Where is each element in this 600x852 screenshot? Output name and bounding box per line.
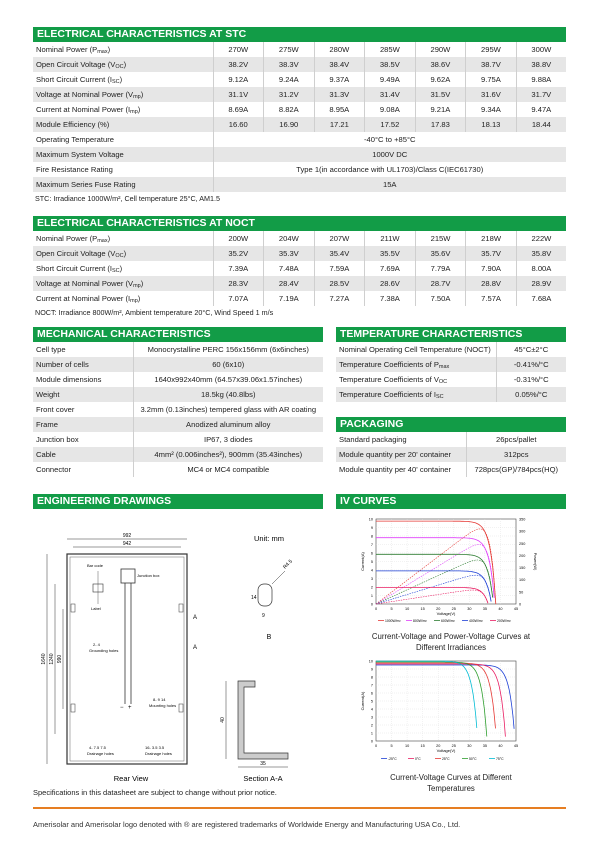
row-value: 275W [264, 42, 315, 57]
y-tick-label: 3 [370, 577, 373, 581]
table-row [33, 372, 323, 387]
dim-992: 992 [122, 533, 132, 539]
mounting-holes-label: Mounting holes [149, 703, 177, 708]
row-label: Number of cells [33, 357, 133, 372]
table-row [33, 117, 566, 132]
drainage-left-count: 4- 7.5 7.5 [89, 745, 106, 750]
row-value: 7.57A [466, 291, 517, 306]
row-label: Module quantity per 40' container [336, 462, 466, 477]
row-value: 728pcs(GP)/784pcs(HQ) [466, 462, 566, 477]
y2-tick-label: 50 [519, 590, 524, 595]
rear-view-caption: Rear View [113, 774, 149, 783]
subscript: SC [111, 78, 120, 85]
row-label: Temperature Coefficients of Pmax [336, 357, 496, 372]
row-value: 28.8V [466, 276, 517, 291]
row-value: 204W [264, 231, 315, 246]
label-text: Label [91, 606, 101, 611]
row-value: 60 (6x10) [133, 357, 323, 372]
table-row [336, 342, 566, 357]
row-value: 31.5V [415, 87, 466, 102]
row-value: 31.6V [466, 87, 517, 102]
dim-990: 990 [57, 654, 63, 664]
y-axis-label: Current(A) [360, 552, 365, 571]
row-value: 9.08A [365, 102, 416, 117]
row-value: 300W [516, 42, 566, 57]
row-value: 218W [466, 231, 517, 246]
row-value: 9.75A [466, 72, 517, 87]
table-row [336, 357, 566, 372]
x-tick-label: 0 [374, 744, 378, 748]
row-value: 8.82A [264, 102, 315, 117]
table-row [33, 342, 323, 357]
row-label: Frame [33, 417, 133, 432]
stc-note: STC: Irradiance 1000W/m², Cell temperature 25°C, AM1.5 [35, 194, 221, 203]
row-value: 15A [213, 177, 566, 192]
row-value: 9.49A [365, 72, 416, 87]
row-value: 290W [415, 42, 466, 57]
row-label: Cable [33, 447, 133, 462]
legend-label: 600W/m² [441, 619, 455, 623]
junction-box [121, 569, 135, 583]
row-value: 312pcs [466, 447, 566, 462]
row-value: Anodized aluminum alloy [133, 417, 323, 432]
row-value: Type 1(in accordance with UL1703)/Class C(IEC61730) [213, 162, 566, 177]
row-value: 28.3V [213, 276, 264, 291]
x-tick-label: 5 [390, 607, 393, 611]
subscript: SC [435, 393, 444, 400]
row-value: 17.52 [365, 117, 416, 132]
row-value: 38.8V [516, 57, 566, 72]
x-tick-label: 0 [374, 607, 378, 611]
section-a-mark-bottom: A [193, 645, 198, 651]
y-axis-label: Current(A) [360, 691, 365, 711]
legend-label: 800W/m² [413, 619, 427, 623]
y2-tick-label: 200 [519, 553, 526, 558]
y-tick-label: 1 [370, 594, 373, 598]
row-value: 26pcs/pallet [466, 432, 566, 447]
row-value: 35.5V [365, 246, 416, 261]
table-row [33, 276, 566, 291]
row-label: Open Circuit Voltage (VOC) [33, 246, 213, 261]
row-label: Module Efficiency (%) [33, 117, 213, 132]
table-row [336, 447, 566, 462]
dim-radius: R4.5 [282, 558, 294, 571]
legend-label: 0°C [415, 757, 421, 761]
row-label: Maximum Series Fuse Rating [33, 177, 213, 192]
unit-label: Unit: mm [254, 534, 284, 543]
table-row [33, 147, 566, 162]
row-value: 35.4V [314, 246, 365, 261]
row-value: 18.5kg (40.8lbs) [133, 387, 323, 402]
row-value: 222W [516, 231, 566, 246]
y-tick-label: 10 [368, 517, 373, 522]
table-row [336, 372, 566, 387]
row-value: 35.6V [415, 246, 466, 261]
table-row [33, 357, 323, 372]
y-tick-label: 5 [370, 560, 373, 564]
row-label: Connector [33, 462, 133, 477]
footer-trademark: Amerisolar and Amerisolar logo denoted with ® are registered trademarks of Worldwide Energy and Manufacturing USA Co., Ltd. [33, 820, 461, 829]
row-label: Temperature Coefficients of VOC [336, 372, 496, 387]
noct-title: ELECTRICAL CHARACTERISTICS AT NOCT [33, 216, 566, 231]
x-tick-label: 35 [482, 607, 488, 611]
x-tick-label: 20 [436, 744, 441, 748]
row-value: 9.24A [264, 72, 315, 87]
row-value: 8.95A [314, 102, 365, 117]
row-value: 38.5V [365, 57, 416, 72]
row-value: 211W [365, 231, 416, 246]
x-axis-label: Voltage(V) [436, 748, 456, 753]
y-tick-label: 7 [370, 543, 373, 547]
y-tick-label: 8 [370, 534, 373, 539]
row-value: 7.59A [314, 261, 365, 276]
row-label: Nominal Power (Pmax) [33, 231, 213, 246]
y-tick-label: 10 [368, 659, 373, 664]
row-label: Maximum System Voltage [33, 147, 213, 162]
section-aa-caption: Section A-A [243, 774, 283, 783]
row-value: 7.07A [213, 291, 264, 306]
disclaimer: Specifications in this datasheet are subject to change without prior notice. [33, 788, 277, 797]
dim-40: 40 [220, 717, 226, 723]
row-value: 295W [466, 42, 517, 57]
table-row [33, 387, 323, 402]
minus-sign: − [120, 705, 124, 711]
y-tick-label: 0 [370, 739, 373, 744]
row-value: 200W [213, 231, 264, 246]
pack-table [336, 432, 566, 477]
subscript: mp [130, 108, 138, 115]
row-value: 28.4V [264, 276, 315, 291]
legend-label: 200W/m² [497, 619, 511, 623]
iv-irradiance-chart [336, 509, 566, 629]
iv-curves-section [336, 494, 566, 794]
bar-code-label: Bar code [87, 563, 104, 568]
row-value: 4mm² (0.006inches²), 900mm (35.43inches) [133, 447, 323, 462]
row-value: 7.39A [213, 261, 264, 276]
grounding-holes-label: Grounding holes [89, 648, 119, 653]
row-value: 7.50A [415, 291, 466, 306]
subscript: mp [130, 297, 138, 304]
table-row [33, 177, 566, 192]
table-row [33, 261, 566, 276]
x-tick-label: 20 [436, 607, 441, 611]
legend-label: 75°C [496, 757, 504, 761]
x-tick-label: 30 [467, 607, 472, 611]
y2-axis-label: Power(W) [533, 552, 538, 571]
row-label: Short Circuit Current (ISC) [33, 261, 213, 276]
legend-label: -25°C [388, 757, 397, 761]
mech-title: MECHANICAL CHARACTERISTICS [33, 327, 323, 342]
row-value: 1000V DC [213, 147, 566, 162]
row-label: Temperature Coefficients of ISC [336, 387, 496, 402]
row-label: Operating Temperature [33, 132, 213, 147]
row-value: 17.21 [314, 117, 365, 132]
row-value: 7.69A [365, 261, 416, 276]
row-value: 0.05%/°C [496, 387, 566, 402]
table-row [33, 417, 323, 432]
row-value: Monocrystalline PERC 156x156mm (6x6inches) [133, 342, 323, 357]
y-tick-label: 4 [370, 568, 373, 573]
table-row [33, 231, 566, 246]
subscript: mp [133, 282, 141, 289]
row-value: 38.3V [264, 57, 315, 72]
dim-1240: 1240 [49, 653, 55, 665]
row-label: Cell type [33, 342, 133, 357]
y-tick-label: 9 [370, 667, 373, 672]
row-value: 9.34A [466, 102, 517, 117]
junction-box-label: Junction box [137, 573, 160, 578]
dim-35: 35 [260, 761, 266, 767]
detail-b-shape [258, 584, 272, 606]
legend-label: 400W/m² [469, 619, 483, 623]
row-value: 9.47A [516, 102, 566, 117]
row-label: Open Circuit Voltage (VOC) [33, 57, 213, 72]
row-value: 18.13 [466, 117, 517, 132]
table-row [33, 87, 566, 102]
row-label: Standard packaging [336, 432, 466, 447]
subscript: OC [115, 63, 124, 70]
subscript: max [438, 363, 450, 370]
dim-942: 942 [122, 541, 132, 547]
table-row [336, 432, 566, 447]
row-value: 7.38A [365, 291, 416, 306]
subscript: mp [133, 93, 141, 100]
row-value: 45°C±2°C [496, 342, 566, 357]
x-tick-label: 25 [451, 607, 456, 611]
row-value: 28.7V [415, 276, 466, 291]
drainage-right-label: Drainage holes [145, 751, 172, 756]
x-tick-label: 40 [498, 607, 503, 611]
row-value: 7.19A [264, 291, 315, 306]
row-value: 9.12A [213, 72, 264, 87]
dim-14: 14 [251, 595, 257, 601]
x-tick-label: 15 [420, 607, 425, 611]
section-a-mark-top: A [193, 615, 198, 621]
row-value: 16.90 [264, 117, 315, 132]
y2-tick-label: 350 [519, 517, 526, 522]
stc-title: ELECTRICAL CHARACTERISTICS AT STC [33, 27, 566, 42]
y-tick-label: 1 [370, 731, 373, 736]
row-value: 17.83 [415, 117, 466, 132]
row-value: MC4 or MC4 compatible [133, 462, 323, 477]
detail-b-label: B [266, 634, 272, 641]
row-value: 28.5V [314, 276, 365, 291]
y-tick-label: 7 [370, 683, 373, 688]
row-value: 31.3V [314, 87, 365, 102]
x-tick-label: 15 [420, 744, 425, 748]
x-tick-label: 5 [390, 744, 393, 748]
temp-table [336, 342, 566, 402]
y-tick-label: 3 [370, 715, 373, 720]
row-value: 8.00A [516, 261, 566, 276]
row-label: Current at Nominal Power (Imp) [33, 102, 213, 117]
table-row [33, 432, 323, 447]
engineering-drawing [33, 509, 323, 789]
row-value: -40°C to +85°C [213, 132, 566, 147]
y-tick-label: 5 [370, 699, 373, 704]
temperature-section [336, 327, 566, 402]
table-row [336, 387, 566, 402]
eng-title: ENGINEERING DRAWINGS [33, 494, 323, 509]
row-value: 31.4V [365, 87, 416, 102]
y2-tick-label: 300 [519, 529, 526, 534]
table-row [336, 462, 566, 477]
y-tick-label: 6 [370, 551, 373, 556]
legend-label: 1000W/m² [385, 619, 401, 623]
row-value: 31.1V [213, 87, 264, 102]
row-value: 35.3V [264, 246, 315, 261]
row-value: 16.60 [213, 117, 264, 132]
x-tick-label: 10 [404, 744, 410, 748]
row-value: 7.90A [466, 261, 517, 276]
row-label: Weight [33, 387, 133, 402]
y2-tick-label: 150 [519, 566, 526, 571]
iv-title: IV CURVES [336, 494, 566, 509]
mechanical-section [33, 327, 323, 477]
y2-tick-label: 250 [519, 541, 526, 546]
row-value: 35.7V [466, 246, 517, 261]
table-row [33, 102, 566, 117]
legend-label: 25°C [442, 757, 450, 761]
drainage-left-label: Drainage holes [87, 751, 114, 756]
noct-section [33, 216, 566, 318]
table-row [33, 57, 566, 72]
row-value: 7.27A [314, 291, 365, 306]
row-value: 9.62A [415, 72, 466, 87]
x-tick-label: 25 [451, 744, 456, 748]
row-value: 9.88A [516, 72, 566, 87]
panel-outline [67, 554, 187, 764]
dim-1640: 1640 [41, 653, 47, 665]
engineering-drawings-section [33, 494, 323, 791]
row-value: 35.2V [213, 246, 264, 261]
row-label: Module dimensions [33, 372, 133, 387]
row-value: -0.31%/°C [496, 372, 566, 387]
table-row [33, 402, 323, 417]
drainage-right-count: 16- 3.5 3.5 [145, 745, 165, 750]
x-tick-label: 45 [513, 744, 519, 748]
temp-title: TEMPERATURE CHARACTERISTICS [336, 327, 566, 342]
y2-tick-label: 100 [519, 578, 526, 583]
row-label: Nominal Operating Cell Temperature (NOCT) [336, 342, 496, 357]
table-row [33, 447, 323, 462]
row-value: 38.7V [466, 57, 517, 72]
row-value: 7.79A [415, 261, 466, 276]
row-label: Voltage at Nominal Power (Vmp) [33, 87, 213, 102]
mech-table [33, 342, 323, 477]
row-value: 38.4V [314, 57, 365, 72]
row-label: Short Circuit Current (ISC) [33, 72, 213, 87]
row-value: 207W [314, 231, 365, 246]
subscript: OC [438, 378, 448, 385]
noct-table [33, 231, 566, 306]
dim-9: 9 [262, 613, 265, 619]
y-tick-label: 6 [370, 691, 373, 696]
y-tick-label: 9 [370, 526, 373, 530]
y-tick-label: 8 [370, 675, 373, 680]
pack-title: PACKAGING [336, 417, 566, 432]
row-value: 215W [415, 231, 466, 246]
row-label: Voltage at Nominal Power (Vmp) [33, 276, 213, 291]
row-value: 28.6V [365, 276, 416, 291]
row-value: 285W [365, 42, 416, 57]
iv-temperature-chart [336, 655, 566, 770]
row-label: Junction box [33, 432, 133, 447]
row-value: 35.8V [516, 246, 566, 261]
x-axis-label: Voltage(V) [436, 611, 456, 616]
y-tick-label: 2 [370, 585, 373, 590]
stc-section [33, 27, 566, 204]
row-value: -0.41%/°C [496, 357, 566, 372]
row-value: 7.68A [516, 291, 566, 306]
packaging-section [336, 417, 566, 477]
row-label: Module quantity per 20' container [336, 447, 466, 462]
row-label: Front cover [33, 402, 133, 417]
row-value: 1640x992x40mm (64.57x39.06x1.57inches) [133, 372, 323, 387]
row-value: 8.69A [213, 102, 264, 117]
frame-section [238, 681, 288, 759]
table-row [33, 291, 566, 306]
row-value: 280W [314, 42, 365, 57]
y-tick-label: 4 [370, 707, 373, 712]
legend-label: 50°C [469, 757, 477, 761]
grounding-holes-count: 2- 4 [93, 642, 100, 647]
table-row [33, 162, 566, 177]
subscript: OC [115, 252, 124, 259]
subscript: SC [111, 267, 120, 274]
mounting-holes-count: 8- 9 14 [153, 697, 166, 702]
row-value: 7.48A [264, 261, 315, 276]
row-value: 9.37A [314, 72, 365, 87]
table-row [33, 246, 566, 261]
noct-note: NOCT: Irradiance 800W/m², Ambient temperature 20°C, Wind Speed 1 m/s [35, 308, 274, 317]
row-value: 18.44 [516, 117, 566, 132]
plus-sign: + [128, 705, 132, 711]
y-tick-label: 2 [370, 723, 373, 728]
row-value: 38.2V [213, 57, 264, 72]
row-label: Fire Resistance Rating [33, 162, 213, 177]
stc-table [33, 42, 566, 192]
row-label: Current at Nominal Power (Imp) [33, 291, 213, 306]
iv-caption-2: Current-Voltage Curves at Different Temperatures [390, 773, 512, 793]
x-tick-label: 30 [467, 744, 472, 748]
table-row [33, 462, 323, 477]
row-value: 31.2V [264, 87, 315, 102]
row-value: 3.2mm (0.13inches) tempered glass with AR coating [133, 402, 323, 417]
x-tick-label: 40 [498, 744, 503, 748]
subscript: max [97, 48, 108, 55]
iv-caption-1: Current-Voltage and Power-Voltage Curves at Different Irradiances [371, 632, 531, 652]
table-row [33, 42, 566, 57]
table-row [33, 72, 566, 87]
x-tick-label: 10 [404, 607, 410, 611]
y-tick-label: 0 [370, 602, 373, 607]
row-value: 9.21A [415, 102, 466, 117]
row-value: 270W [213, 42, 264, 57]
footer-divider [33, 807, 566, 809]
x-tick-label: 35 [482, 744, 488, 748]
table-row [33, 132, 566, 147]
row-value: 38.6V [415, 57, 466, 72]
row-label: Nominal Power (Pmax) [33, 42, 213, 57]
row-value: 28.9V [516, 276, 566, 291]
subscript: max [97, 237, 108, 244]
row-value: 31.7V [516, 87, 566, 102]
row-value: IP67, 3 diodes [133, 432, 323, 447]
x-tick-label: 45 [513, 607, 519, 611]
y2-tick-label: 0 [519, 602, 522, 607]
